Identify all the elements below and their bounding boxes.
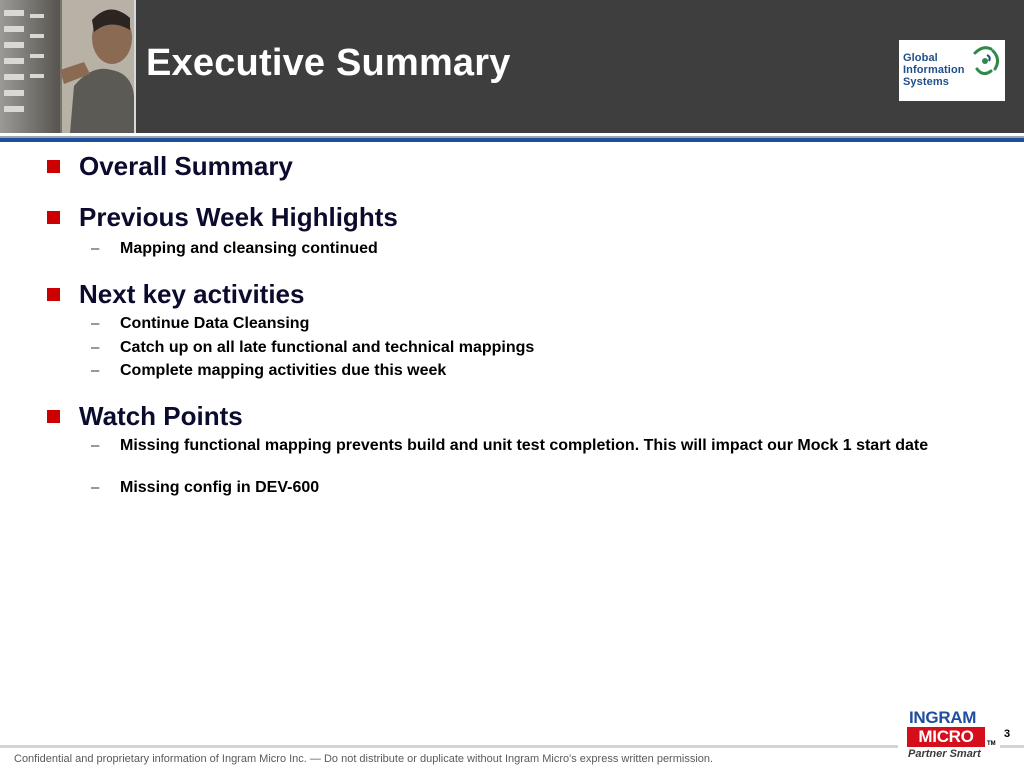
bullet-heading: Previous Week Highlights [79,202,398,232]
slide-title: Executive Summary [146,42,511,84]
sub-bullet-text: Mapping and cleansing continued [120,240,378,257]
bullet-next-key-activities [47,279,304,309]
bullet-heading: Watch Points [79,401,243,431]
sub-bullet-text: Missing functional mapping prevents build and unit test completion. This will impact our Mock 1 start date [120,437,929,454]
header-photo [0,0,134,133]
partner-smart-tagline: Partner Smart [908,748,981,760]
sub-bullet-text: Missing config in DEV-600 [120,479,320,496]
sub-bullet [91,436,971,455]
footer-rule [0,745,898,748]
sub-bullet-text: Continue Data Cleansing [120,315,310,332]
sub-bullet-text: Catch up on all late functional and technical mappings [120,339,535,356]
sub-bullet-text: Complete mapping activities due this week [120,362,447,379]
dash-bullet-icon: – [91,339,100,356]
gis-logo-line3: Systems [903,76,949,88]
dash-bullet-icon: – [91,240,100,257]
bullet-heading: Next key activities [79,279,305,309]
globe-swirl-icon [969,43,1003,77]
trademark-mark: TM [987,741,996,747]
bullet-previous-week-highlights [47,202,398,232]
red-square-bullet-icon [47,211,60,224]
sub-bullet [91,239,971,258]
dash-bullet-icon: – [91,315,100,332]
red-square-bullet-icon [47,160,60,173]
server-room-photo-icon [0,0,134,133]
dash-bullet-icon: – [91,362,100,379]
micro-wordmark: MICRO [907,727,985,747]
red-square-bullet-icon [47,288,60,301]
bullet-overall-summary [47,151,293,181]
gis-logo-text [903,52,965,88]
sub-bullet [91,361,971,380]
gis-logo-line1: Global [903,52,938,64]
confidentiality-notice: Confidential and proprietary information of Ingram Micro Inc. — Do not distribute or duplicate without Ingram Micro's express written permission. [14,753,714,765]
dash-bullet-icon: – [91,437,100,454]
dash-bullet-icon: – [91,479,100,496]
footer-rule-right [1000,745,1024,748]
header-rule-blue [0,138,1024,142]
red-square-bullet-icon [47,410,60,423]
sub-bullet [91,478,971,497]
global-information-systems-logo [899,40,1005,101]
bullet-watch-points [47,401,243,431]
sub-bullet [91,338,971,357]
header-band [0,0,1024,133]
ingram-micro-logo [907,709,997,765]
photo-divider [134,0,136,133]
page-number: 3 [1004,728,1011,740]
bullet-heading: Overall Summary [79,151,293,181]
ingram-wordmark: INGRAM [909,708,977,727]
gis-logo-line2: Information [903,64,965,76]
sub-bullet [91,314,971,333]
